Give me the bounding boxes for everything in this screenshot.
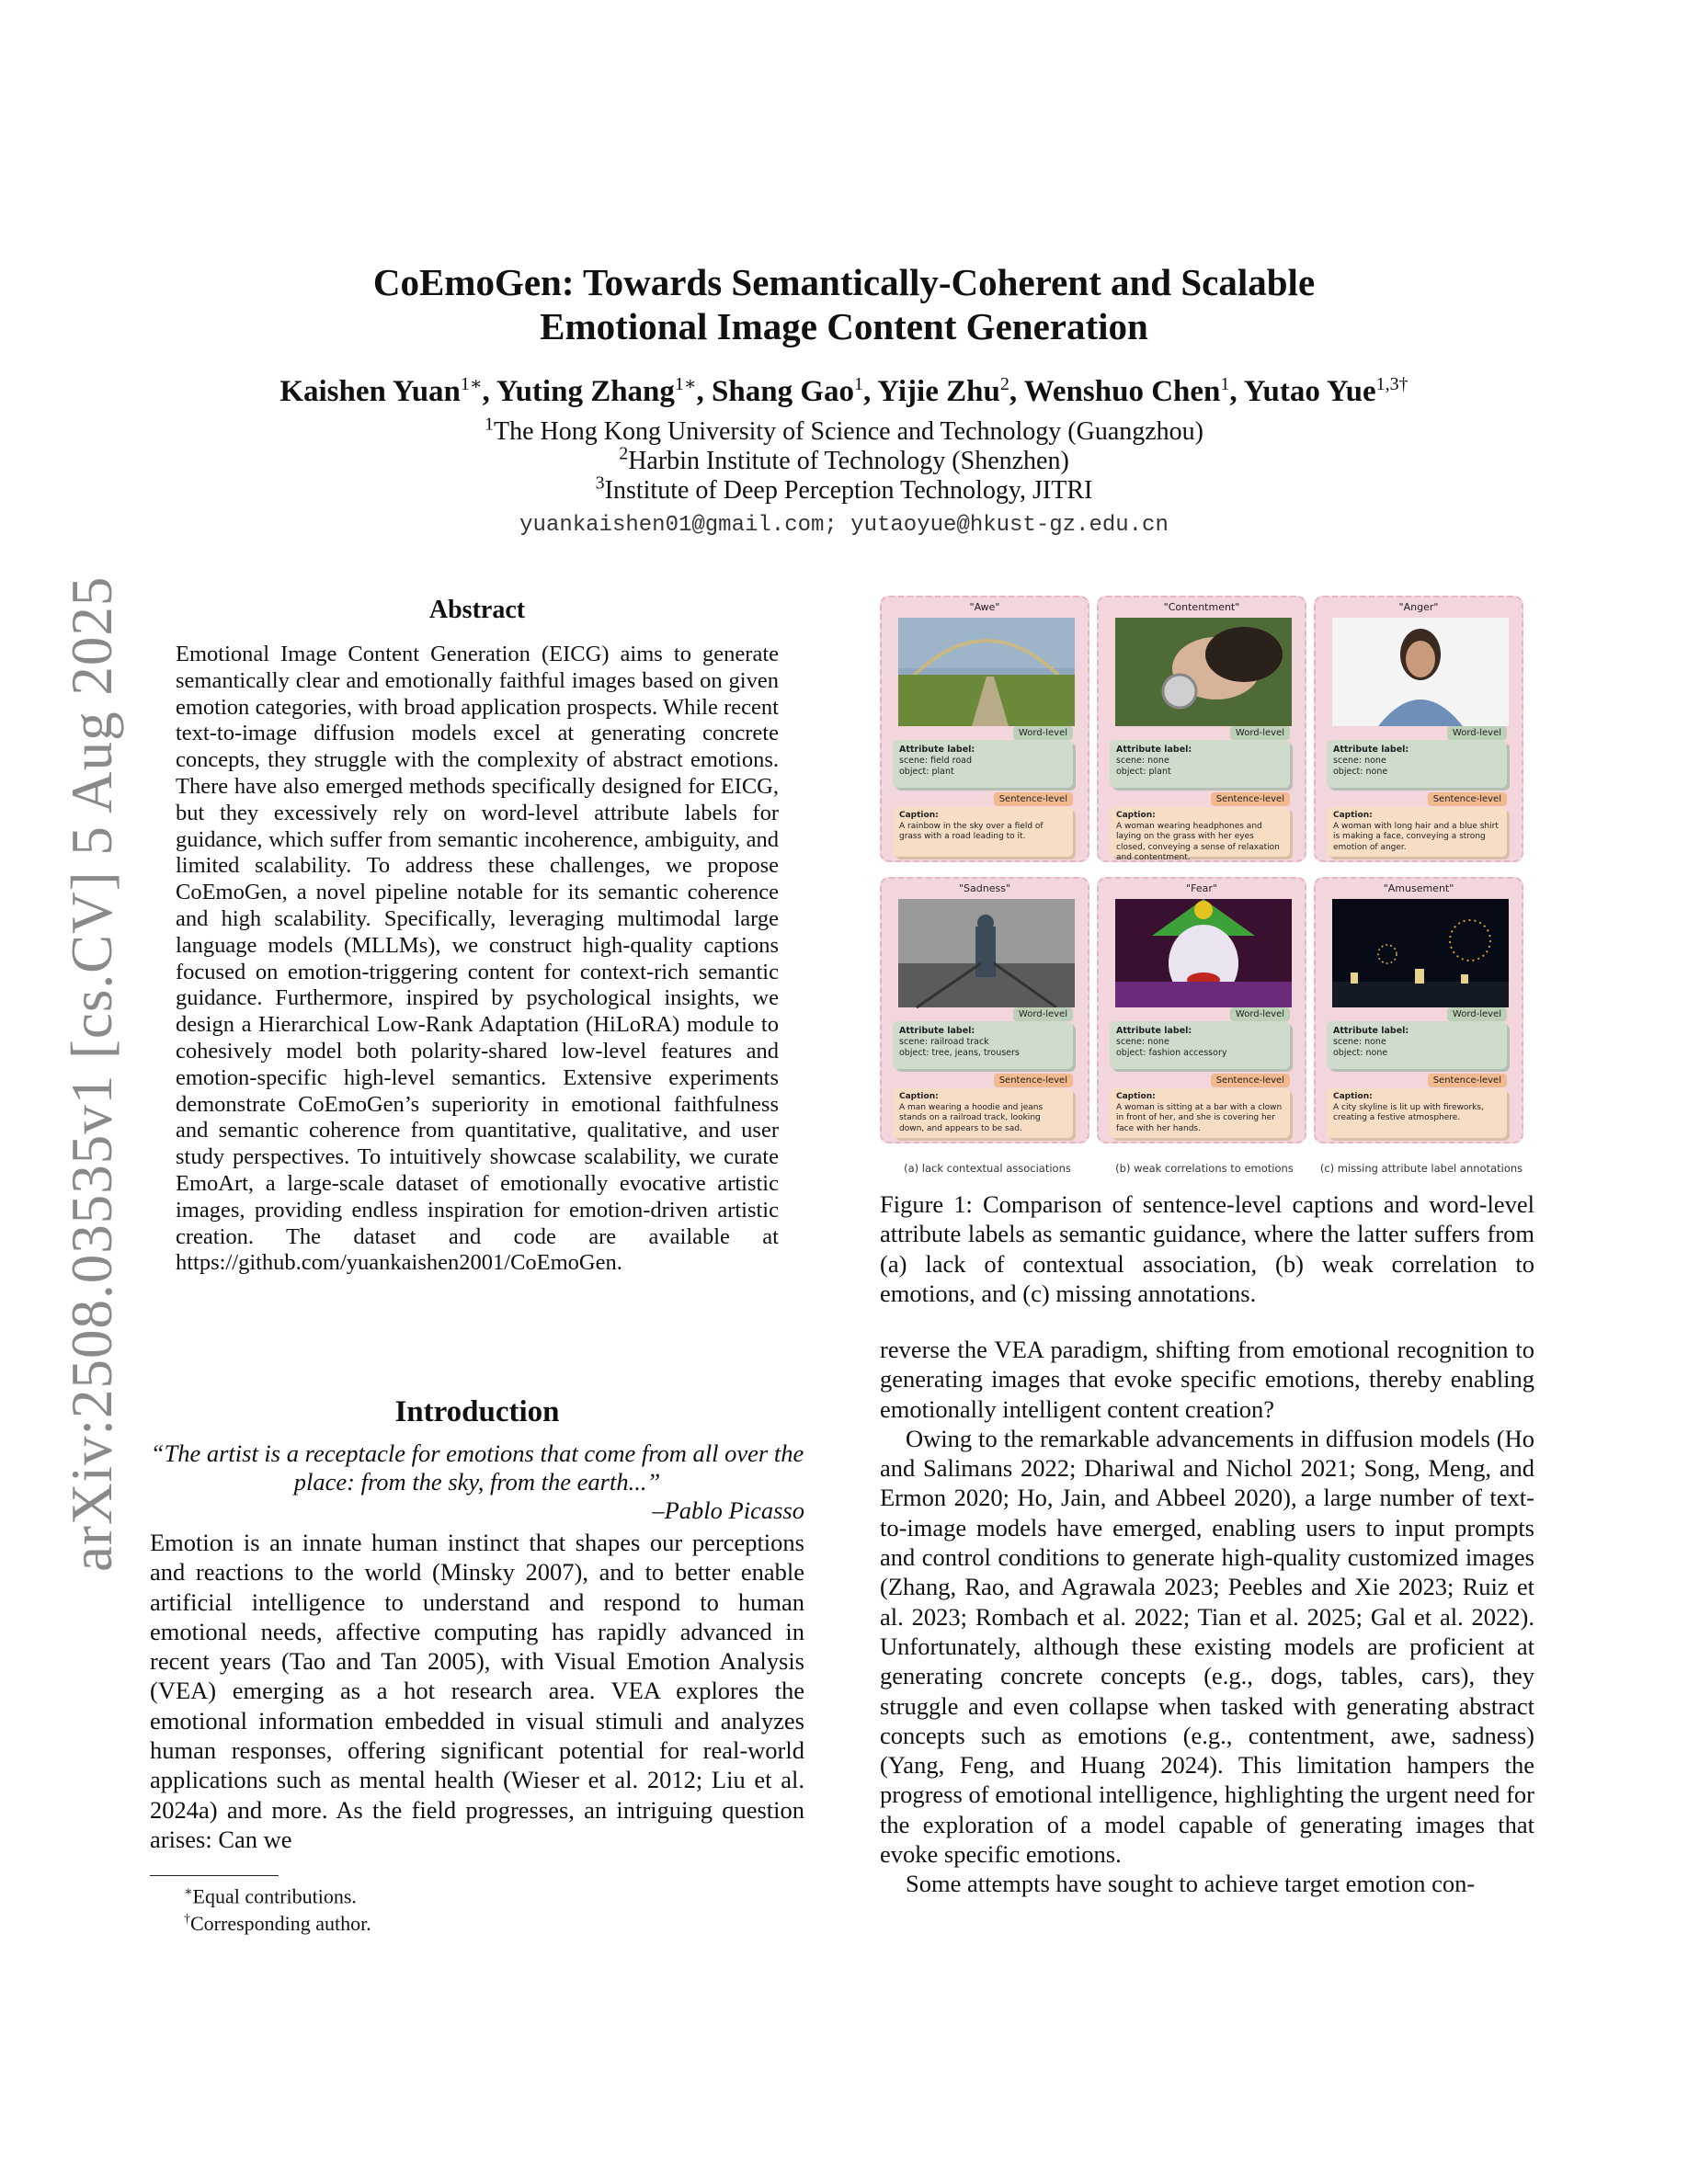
attribute-label-box: Attribute label: scene: railroad track object: tree, jeans, trousers <box>893 1021 1073 1069</box>
sentence-level-tag: Sentence-level <box>1428 792 1507 806</box>
sentence-level-tag: Sentence-level <box>1428 1074 1507 1087</box>
author: Kaishen Yuan$^{1∗}$ <box>279 374 483 408</box>
paragraph: reverse the VEA paradigm, shifting from emotional recognition to generating images that evoke specific emotions, thereby enabling emotionally intelligent content creation? <box>880 1336 1534 1423</box>
paragraph: Some attempts have sought to achieve target emotion con- <box>906 1870 1476 1898</box>
title-line-2: Emotional Image Content Generation <box>540 305 1148 347</box>
caption-box: Caption: A rainbow in the sky over a field of grass with a road leading to it. <box>893 807 1073 857</box>
abstract-heading: Abstract <box>428 596 526 624</box>
panel-title: "Fear" <box>1186 882 1217 894</box>
caption-box: Caption: A man wearing a hoodie and jeans stands on a railroad track, looking down, and appears to be sad. <box>893 1088 1073 1138</box>
figure-panel-awe <box>880 596 1089 862</box>
panel-image-contentment <box>1115 618 1292 726</box>
attribute-label-box: Attribute label: scene: none object: none <box>1327 740 1507 788</box>
figure-panel-fear <box>1097 877 1306 1143</box>
epigraph-quote: “The artist is a receptacle for emotions that come from all over the place: from the sky, from the earth...” <box>150 1439 804 1496</box>
word-level-tag: Word-level <box>1447 726 1507 740</box>
abstract-text: Emotional Image Content Generation (EICG) aims to generate semantically clear and emotionally faithful images based on given emotion categories, with broad application prospects. While recent text-to-image diffusion models excel at generating concrete concepts, they struggle with the complexity of abstract emotions. There have also emerged methods specifically designed for EICG, but they excessively rely on word-level attribute labels for guidance, which suffer from semantic incoherence, ambiguity, and limited scalability. To address these challenges, we propose CoEmoGen, a novel pipeline notable for its semantic coherence and high scalability. Specifically, leveraging multimodal large language models (MLLMs), we construct high-quality captions focused on emotion-triggering content for context-rich semantic guidance. Furthermore, inspired by psychological insights, we design a Hierarchical Low-Rank Adaptation (HiLoRA) module to cohesively model both polarity-shared low-level features and emotion-specific high-level semantics. Extensive experiments demonstrate CoEmoGen’s superiority in emotional faithfulness and semantic coherence from quantitative, qualitative, and user study perspectives. To intuitively showcase scalability, we curate EmoArt, a large-scale dataset of emotionally evocative artistic images, providing endless inspiration for emotion-driven artistic creation. The dataset and code are available at https://github.com/yuankaishen2001/CoEmoGen. <box>176 642 779 1276</box>
footnote-equal: ∗Equal contributions. <box>184 1884 357 1908</box>
affiliation-3: $^3$Institute of Deep Perception Technology, JITRI <box>595 472 1093 505</box>
introduction-body: Emotion is an innate human instinct that shapes our perceptions and reactions to the world (Minsky 2007), and to better enable artificial intelligence to understand and respond to human emotional needs, affective computing has rapidly advanced in recent years (Tao and Tan 2005), with Visual Emotion Analysis (VEA) emerging as a hot research area. VEA explores the emotional information embedded in visual stimuli and analyzes human responses, offering significant potential for real-world applications such as mental health (Wieser et al. 2012; Liu et al. 2024a) and more. As the field progresses, an intriguing question arises: Can we <box>150 1529 804 1853</box>
footnote-corresponding: †Corresponding author. <box>184 1912 371 1935</box>
panel-title: "Amusement" <box>1383 882 1454 894</box>
subcaption-a: (a) lack contextual associations <box>904 1162 1071 1175</box>
subcaption-b: (b) weak correlations to emotions <box>1115 1162 1294 1175</box>
panel-image-anger <box>1332 618 1509 726</box>
panel-image-fear <box>1115 899 1292 1007</box>
sentence-level-tag: Sentence-level <box>994 1074 1073 1087</box>
author: Yuting Zhang$^{1∗}$ <box>496 374 697 408</box>
caption-box: Caption: A woman wearing headphones and laying on the grass with her eyes closed, conveying a sense of relaxation and contentment. <box>1110 807 1290 857</box>
attribute-label-box: Attribute label: scene: none object: none <box>1327 1021 1507 1069</box>
affiliation-1: $^1$The Hong Kong University of Science and Technology (Guangzhou) <box>485 414 1203 446</box>
panel-image-sadness <box>898 899 1075 1007</box>
figure-panel-amusement <box>1314 877 1523 1143</box>
author: Wenshuo Chen$^1$ <box>1023 374 1230 408</box>
contact-email[interactable]: yuankaishen01@gmail.com; yutaoyue@hkust-gz.edu.cn <box>519 513 1169 538</box>
panel-title: "Anger" <box>1398 601 1439 613</box>
figure-1-caption: Figure 1: Comparison of sentence-level captions and word-level attribute labels as semantic guidance, where the latter suffers from (a) lack of contextual association, (b) weak correlation to emotions, and (c) missing annotations. <box>880 1190 1534 1307</box>
author: Yutao Yue$^{1,3\dagger}$ <box>1243 374 1409 408</box>
footnote-divider <box>150 1875 279 1876</box>
attribute-label-box: Attribute label: scene: field road object: plant <box>893 740 1073 788</box>
panel-title: "Awe" <box>969 601 1000 613</box>
figure-1 <box>880 596 1534 1175</box>
panel-title: "Sadness" <box>958 882 1011 894</box>
word-level-tag: Word-level <box>1013 1007 1073 1021</box>
attribute-label-box: Attribute label: scene: none object: plant <box>1110 740 1290 788</box>
introduction-heading: Introduction <box>394 1395 560 1428</box>
author-list: Kaishen Yuan$^{1∗}$, Yuting Zhang$^{1∗}$, Shang Gao$^1$, Yijie Zhu$^2$, Wenshuo Chen$^1$, Yutao Yue$^{1,3\dagger}$ <box>279 374 1409 408</box>
attribute-label-box: Attribute label: scene: none object: fashion accessory <box>1110 1021 1290 1069</box>
epigraph-author: –Pablo Picasso <box>652 1496 804 1524</box>
caption-box: Caption: A woman with long hair and a blue shirt is making a face, conveying a strong emotion of anger. <box>1327 807 1507 857</box>
paper-title <box>0 260 1688 348</box>
word-level-tag: Word-level <box>1230 1007 1290 1021</box>
sentence-level-tag: Sentence-level <box>994 792 1073 806</box>
figure-panel-contentment <box>1097 596 1306 862</box>
panel-image-awe <box>898 618 1075 726</box>
word-level-tag: Word-level <box>1230 726 1290 740</box>
caption-box: Caption: A woman is sitting at a bar with a clown in front of her, and she is covering her face with her hands. <box>1110 1088 1290 1138</box>
right-column-body <box>880 1335 1534 1899</box>
author: Shang Gao$^1$ <box>712 374 863 408</box>
caption-box: Caption: A city skyline is lit up with fireworks, creating a festive atmosphere. <box>1327 1088 1507 1138</box>
paragraph: Owing to the remarkable advancements in diffusion models (Ho and Salimans 2022; Dhariwal and Nichol 2021; Song, Meng, and Ermon 2020; Ho, Jain, and Abbeel 2020), a large number of text-to-image models have emerged, enabling users to input prompts and control conditions to generate high-quality customized images (Zhang, Rao, and Agrawala 2023; Peebles and Xie 2023; Ruiz et al. 2023; Rombach et al. 2022; Tian et al. 2025; Gal et al. 2022). Unfortunately, although these existing models are proficient at generating concrete concepts (e.g., dogs, tables, cars), they struggle and even collapse when tasked with generating abstract concepts such as emotions (e.g., contentment, awe, sadness) (Yang, Feng, and Huang 2024). This limitation hampers the progress of emotional intelligence, highlighting the urgent need for the exploration of a model capable of generating images that evoke specific emotions. <box>880 1424 1534 1869</box>
sentence-level-tag: Sentence-level <box>1211 1074 1290 1087</box>
sentence-level-tag: Sentence-level <box>1211 792 1290 806</box>
figure-panel-anger <box>1314 596 1523 862</box>
subcaption-c: (c) missing attribute label annotations <box>1319 1162 1523 1175</box>
word-level-tag: Word-level <box>1447 1007 1507 1021</box>
arxiv-identifier: arXiv:2508.03535v1 [cs.CV] 5 Aug 2025 <box>60 575 124 1572</box>
panel-title: "Contentment" <box>1163 601 1240 613</box>
title-line-1: CoEmoGen: Towards Semantically-Coherent and Scalable <box>372 261 1316 303</box>
author: Yijie Zhu$^2$ <box>877 374 1009 408</box>
affiliation-2: $^2$Harbin Institute of Technology (Shenzhen) <box>619 443 1069 475</box>
panel-image-amusement <box>1332 899 1509 1007</box>
word-level-tag: Word-level <box>1013 726 1073 740</box>
figure-panel-sadness <box>880 877 1089 1143</box>
